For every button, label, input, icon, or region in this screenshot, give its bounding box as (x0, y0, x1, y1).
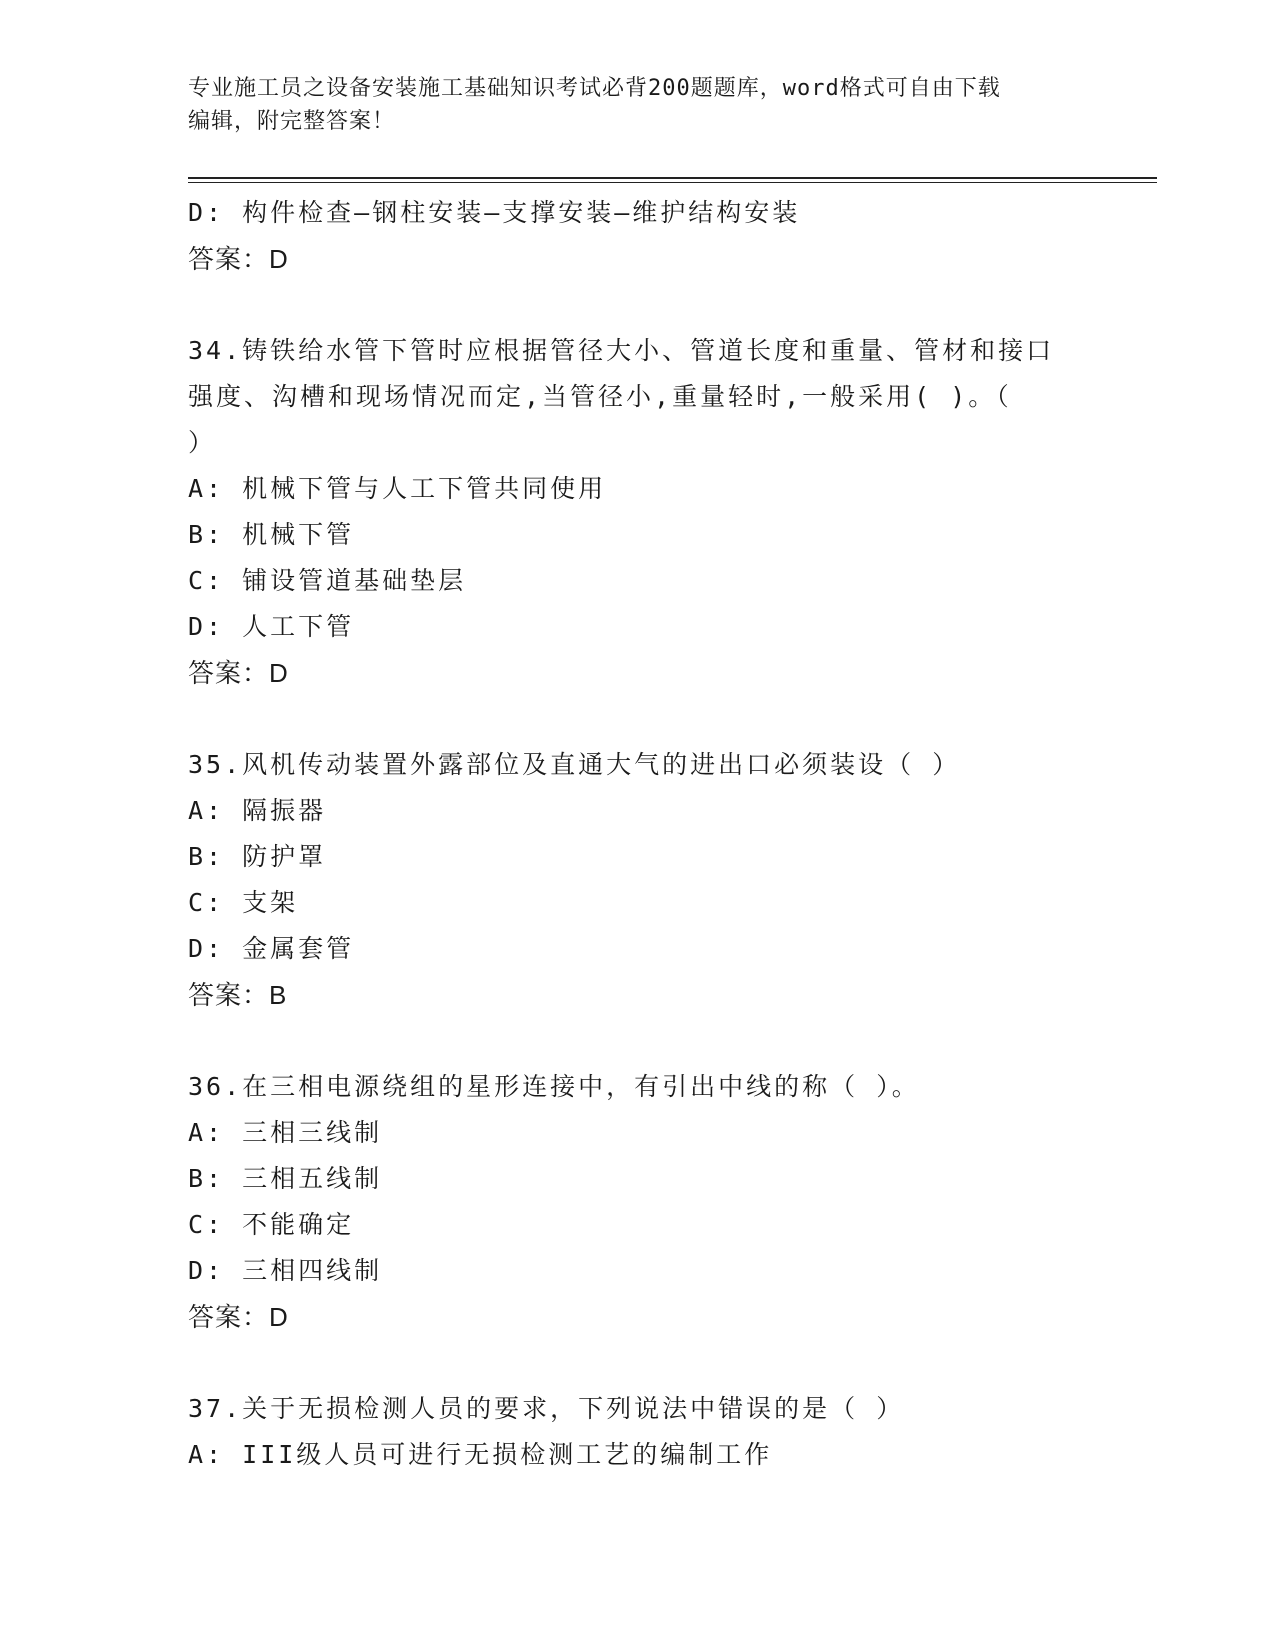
question-stem: 35.风机传动装置外露部位及直通大气的进出口必须装设（ ） (188, 750, 961, 779)
question-stem: 37.关于无损检测人员的要求，下列说法中错误的是（ ） (188, 1394, 905, 1423)
option-a: A: III级人员可进行无损检测工艺的编制工作 (188, 1440, 773, 1469)
question-list (188, 190, 1088, 1478)
answer-line: 答案：D (188, 1302, 289, 1332)
header-divider-thick (188, 177, 1157, 179)
question-stem-line: 强度、沟槽和现场情况而定,当管径小,重量轻时,一般采用( )。（ (188, 382, 1012, 411)
header-title-line2: 编辑，附完整答案！ (188, 109, 396, 134)
spacer (188, 1018, 1088, 1064)
question-stem-line: ） (188, 428, 217, 457)
header-title-line1: 专业施工员之设备安装施工基础知识考试必背200题题库，word格式可自由下载 (188, 76, 1001, 101)
option-c: C: 不能确定 (188, 1210, 355, 1239)
question-block-34 (188, 328, 1088, 696)
option-d: D: 人工下管 (188, 612, 355, 641)
answer-line: 答案：D (188, 658, 289, 688)
option-c: C: 铺设管道基础垫层 (188, 566, 467, 595)
question-stem: 36.在三相电源绕组的星形连接中，有引出中线的称（ ）。 (188, 1072, 920, 1101)
answer-line: 答案：B (188, 980, 288, 1010)
question-block-33 (188, 190, 1088, 282)
spacer (188, 696, 1088, 742)
spacer (188, 282, 1088, 328)
option-b: B: 三相五线制 (188, 1164, 383, 1193)
question-stem-line: 34.铸铁给水管下管时应根据管径大小、管道长度和重量、管材和接口 (188, 336, 1055, 365)
option-d: D: 金属套管 (188, 934, 355, 963)
option-a: A: 隔振器 (188, 796, 327, 825)
option-c: C: 支架 (188, 888, 299, 917)
option-b: B: 机械下管 (188, 520, 355, 549)
question-block-36 (188, 1064, 1088, 1340)
option-b: B: 防护罩 (188, 842, 327, 871)
spacer (188, 1340, 1088, 1386)
option-a: A: 机械下管与人工下管共同使用 (188, 474, 607, 503)
question-block-35 (188, 742, 1088, 1018)
option-d: D: 构件检查—钢柱安装—支撑安装—维护结构安装 (188, 198, 801, 227)
question-block-37 (188, 1386, 1088, 1478)
header-divider-thin (188, 182, 1157, 183)
document-header (188, 72, 1088, 138)
answer-line: 答案：D (188, 244, 289, 274)
option-a: A: 三相三线制 (188, 1118, 383, 1147)
option-d: D: 三相四线制 (188, 1256, 383, 1285)
